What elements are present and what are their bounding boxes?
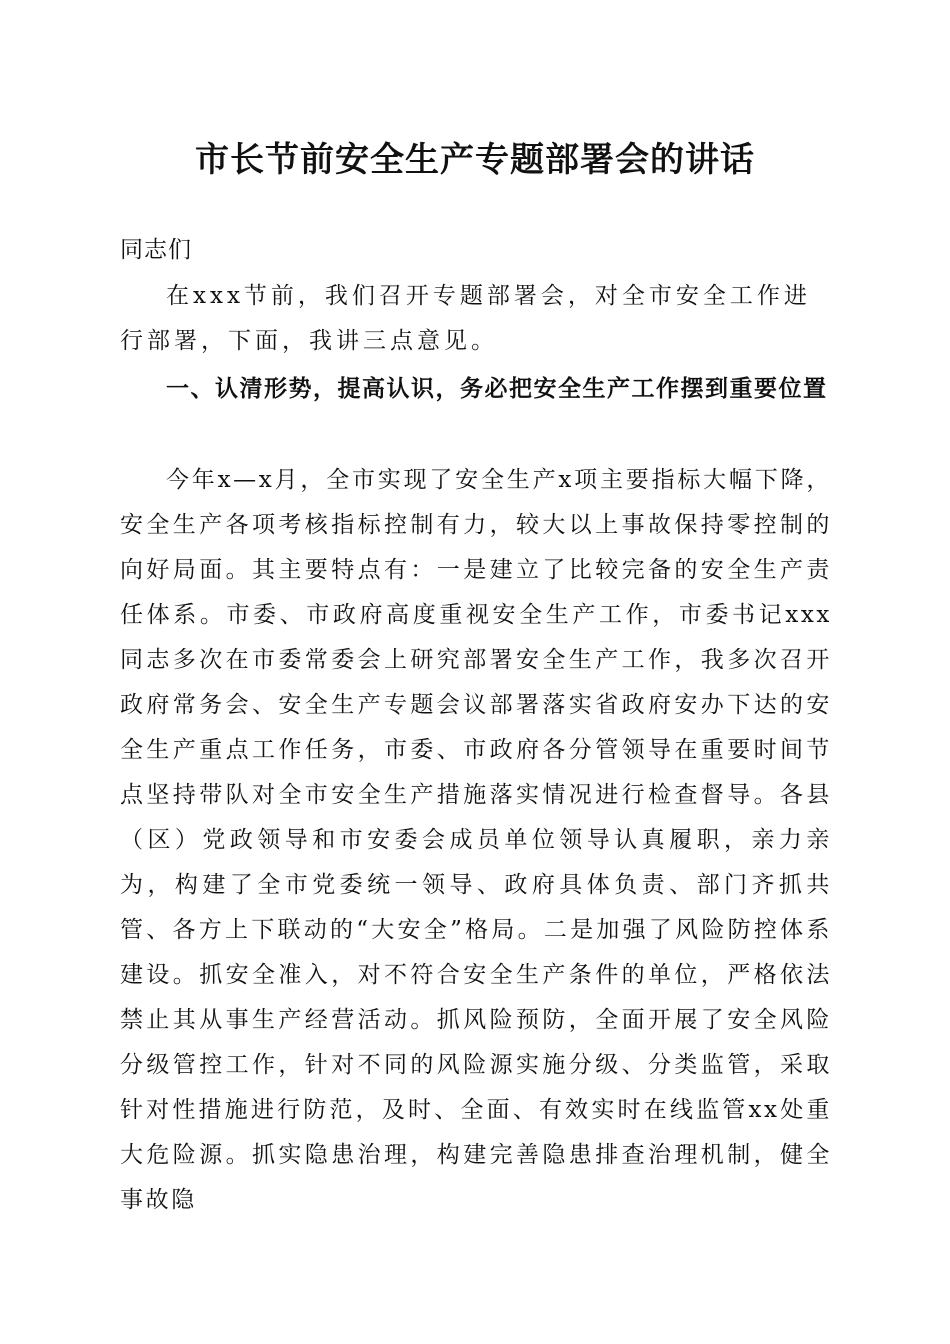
document-title: 市长节前安全生产专题部署会的讲话 bbox=[195, 140, 755, 180]
intro-paragraph: 在xxx节前，我们召开专题部署会，对全市安全工作进行部署，下面，我讲三点意见。 bbox=[120, 283, 811, 354]
section-heading-1: 一、认清形势，提高认识，务必把安全生产工作摆到重要位置 bbox=[166, 375, 828, 402]
section-1-paragraph: 今年x—x月，全市实现了安全生产x项主要指标大幅下降，安全生产各项考核指标控制有力，较大以上事故保持零控制的向好局面。其主要特点有：一是建立了比较完备的安全生产责任体系。市委、市政府高度重视安全生产工作，市委书记xxx同志多次在市委常委会上研究部署安全生产工作，我多次召开政府常务会、安全生产专题会议部署落实省政府安办下达的安全生产重点工作任务，市委、市政府各分管领导在重要时间节点坚持带队对全市安全生产措施落实情况进行检查督导。各县（区）党政领导和市安委会成员单位领导认真履职，亲力亲为，构建了全市党委统一领导、政府具体负责、部门齐抓共管、各方上下联动的“大安全”格局。二是加强了风险防控体系建设。抓安全准入，对不符合安全生产条件的单位，严格依法禁止其从事生产经营活动。抓风险预防，全面开展了安全风险分级管控工作，针对不同的风险源实施分级、分类监管，采取针对性措施进行防范，及时、全面、有效实时在线监管xx处重大危险源。抓实隐患治理，构建完善隐患排查治理机制，健全事故隐 bbox=[120, 467, 832, 1213]
salutation: 同志们 bbox=[120, 237, 192, 263]
